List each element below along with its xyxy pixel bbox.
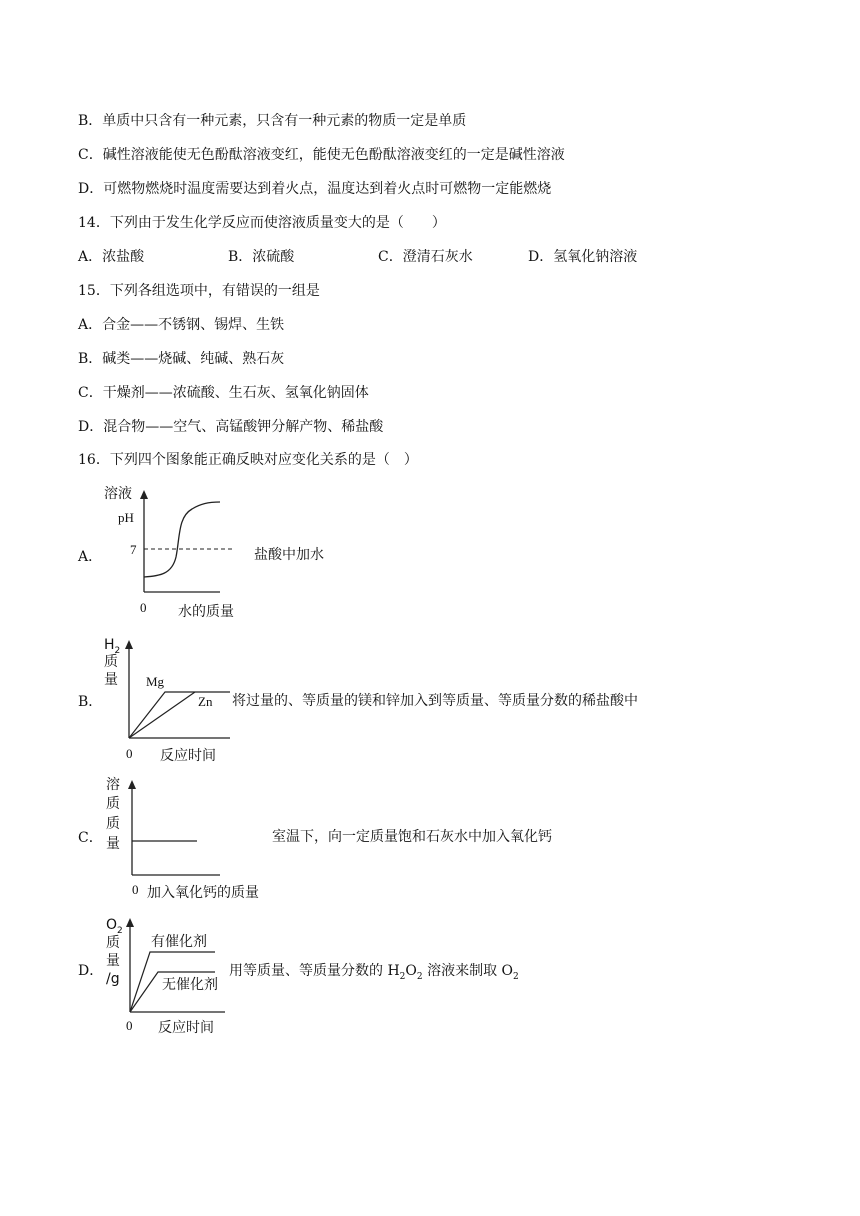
graph-a-ylabel-bottom: pH: [118, 510, 134, 525]
graph-d-ylabel-l3: 量: [106, 953, 120, 969]
graph-c-ylabel-l4: 量: [106, 836, 120, 852]
q15-option-a: A．合金——不锈钢、锡焊、生铁: [78, 317, 285, 333]
graph-d-ylabel-l1: $O_2$: [106, 917, 123, 936]
q16-stem: 16．下列四个图象能正确反映对应变化关系的是（ ）: [78, 452, 418, 468]
graph-d-series-catalyst: 有催化剂: [151, 934, 207, 950]
q16-option-d-caption: 用等质量、等质量分数的 $H_2O_2$ 溶液来制取 $O_2$: [229, 963, 519, 982]
graph-b-y-arrow: [125, 640, 133, 649]
q13-option-d: D．可燃物燃烧时温度需要达到着火点，温度达到着火点时可燃物一定能燃烧: [78, 181, 552, 197]
q16-graph-d: [100, 912, 240, 1040]
q14-option-a: A．浓盐酸: [78, 249, 145, 265]
q16-graph-c: [100, 772, 280, 902]
graph-b-series-mg: Mg: [146, 674, 165, 689]
graph-c-ylabel-l2: 质: [106, 796, 120, 812]
graph-b-series-zn: Zn: [198, 694, 213, 709]
q16-option-a-caption: 盐酸中加水: [254, 547, 324, 563]
q16-option-c-letter: C．: [78, 830, 103, 846]
q16-graph-b: [100, 634, 240, 766]
q14-option-c: C．澄清石灰水: [378, 249, 473, 265]
graph-a-xlabel: 水的质量: [178, 604, 234, 620]
graph-d-ylabel-l2: 质: [106, 935, 120, 951]
q15-stem: 15．下列各组选项中，有错误的一组是: [78, 283, 320, 299]
graph-a-origin: 0: [140, 600, 147, 615]
graph-a-ph-curve: [144, 502, 220, 577]
q16-option-a-letter: A．: [78, 549, 103, 565]
graph-a-y-arrow: [140, 490, 148, 499]
graph-d-ylabel-l4: /g: [106, 971, 120, 987]
graph-d-xlabel: 反应时间: [158, 1020, 214, 1036]
q15-option-c: C．干燥剂——浓硫酸、生石灰、氢氧化钠固体: [78, 385, 369, 401]
graph-b-ylabel-l1: $H_2$: [104, 637, 121, 656]
graph-d-origin: 0: [126, 1018, 133, 1033]
q15-option-d: D．混合物——空气、高锰酸钾分解产物、稀盐酸: [78, 419, 384, 435]
graph-c-xlabel: 加入氧化钙的质量: [147, 885, 259, 901]
graph-b-mg-line: [129, 692, 230, 738]
graph-a-ylabel-top: 溶液: [104, 486, 132, 502]
graph-b-xlabel: 反应时间: [160, 748, 216, 764]
graph-c-ylabel-l3: 质: [106, 816, 120, 832]
q14-option-d: D．氢氧化钠溶液: [528, 249, 638, 265]
q13-option-c: C．碱性溶液能使无色酚酞溶液变红，能使无色酚酞溶液变红的一定是碱性溶液: [78, 147, 565, 163]
graph-c-y-arrow: [128, 780, 136, 789]
q16-option-b-letter: B．: [78, 694, 103, 710]
q15-option-b: B．碱类——烧碱、纯碱、熟石灰: [78, 351, 285, 367]
q14-stem: 14．下列由于发生化学反应而使溶液质量变大的是（ ）: [78, 215, 446, 231]
q16-option-c-caption: 室温下，向一定质量饱和石灰水中加入氧化钙: [272, 829, 552, 845]
q16-option-b-caption: 将过量的、等质量的镁和锌加入到等质量、等质量分数的稀盐酸中: [232, 693, 638, 709]
q14-option-b: B．浓硫酸: [228, 249, 295, 265]
q16-graph-a: [100, 482, 260, 627]
graph-a-y-tick-7: 7: [130, 542, 137, 557]
q13-option-b: B．单质中只含有一种元素，只含有一种元素的物质一定是单质: [78, 113, 467, 129]
q16-option-d-letter: D．: [78, 963, 104, 979]
graph-b-ylabel-l2: 质: [104, 654, 118, 670]
graph-b-zn-line: [129, 692, 195, 738]
graph-b-origin: 0: [126, 746, 133, 761]
graph-b-ylabel-l3: 量: [104, 672, 118, 688]
graph-d-series-no-catalyst: 无催化剂: [162, 977, 218, 993]
graph-c-origin: 0: [132, 882, 139, 897]
q14-options: [78, 248, 778, 266]
graph-c-ylabel-l1: 溶: [106, 777, 120, 793]
graph-d-y-arrow: [126, 918, 134, 927]
